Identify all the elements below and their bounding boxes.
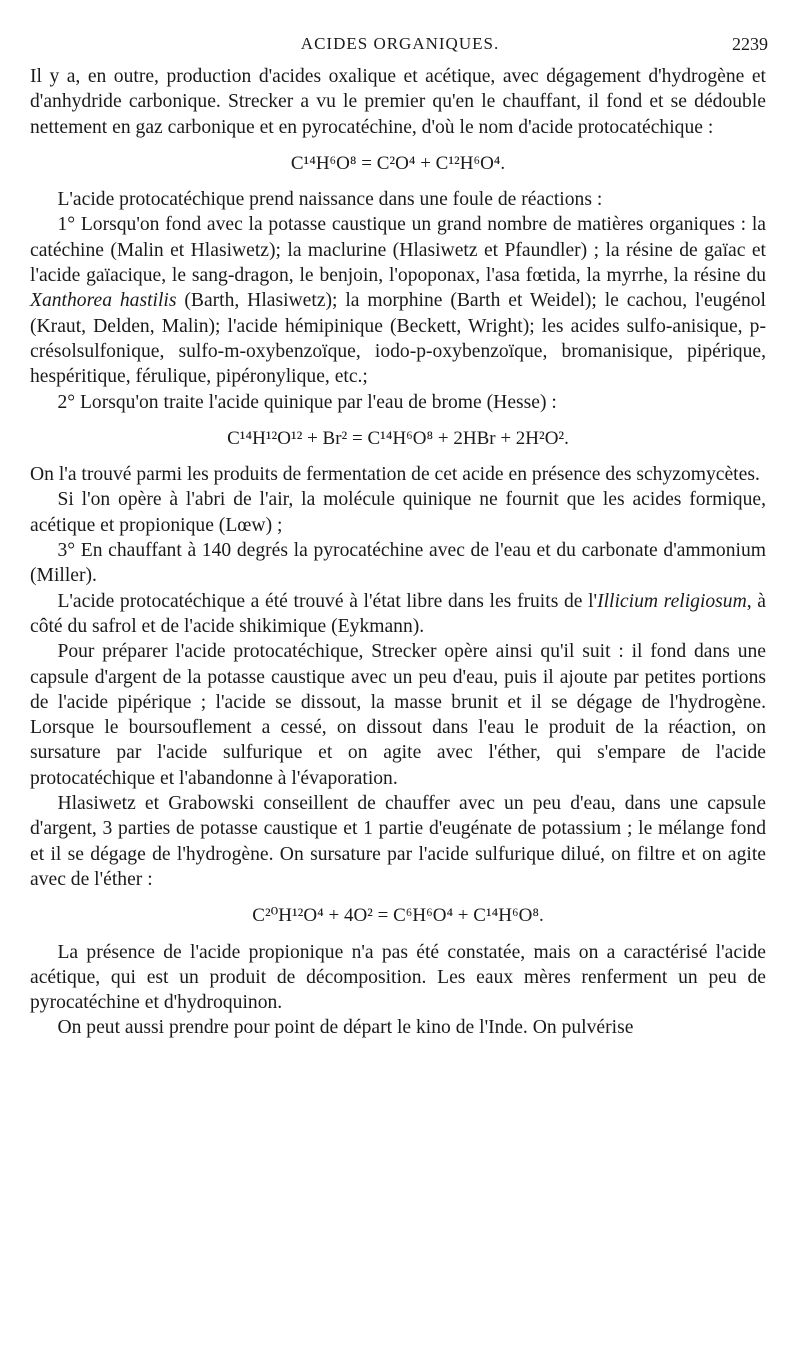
paragraph [30, 940, 766, 1016]
text-run: C¹⁴H¹²O¹² + Br² = C¹⁴H⁶O⁸ + 2HBr + 2H²O². [227, 427, 569, 449]
text-run: L'acide protocatéchique a été trouvé à l'état libre dans les fruits de l' [57, 590, 598, 612]
text-run: 1° Lorsqu'on fond avec la potasse caustique un grand nombre de matières organiques : la catéchine (Malin et Hlasiwetz); la maclurine (Hlasiwetz et Pfaundler) ; la résine de gaïac et l'acide gaïacique, le sang-dragon, le benjoin, l'opoponax, l'asa fœtida, la myrrhe, la résine du [30, 214, 766, 287]
text-run: 3° En chauffant à 140 degrés la pyrocatéchine avec de l'eau et du carbonate d'ammonium (Miller). [30, 540, 766, 587]
paragraph [30, 64, 766, 140]
italic-term: Xanthorea hastilis [30, 290, 177, 312]
text-run: On l'a trouvé parmi les produits de fermentation de cet acide en présence des schyzomycètes. [30, 464, 760, 486]
paragraph [30, 462, 766, 487]
text-run: La présence de l'acide propionique n'a pas été constatée, mais on a caractérisé l'acide acétique, qui est un produit de décomposition. Les eaux mères renferment un peu de pyrocatéchine et d'hydroquinon. [30, 941, 766, 1014]
paragraph [30, 639, 766, 791]
italic-term: Illicium religiosum [597, 590, 747, 612]
text-run: Si l'on opère à l'abri de l'air, la molécule quinique ne fournit que les acides formique, acétique et propionique (Lœw) ; [30, 489, 766, 536]
text-run: Il y a, en outre, production d'acides oxalique et acétique, avec dégagement d'hydrogène et d'anhydride carbonique. Strecker a vu le premier qu'en le chauffant, il fond et se dédouble nettement en gaz carbonique et en pyrocatéchine, d'où le nom d'acide protocatéchique : [30, 66, 766, 138]
text-run: Pour préparer l'acide protocatéchique, Strecker opère ainsi qu'il suit : il fond dans une capsule d'argent de la potasse caustique avec un peu d'eau, puis il ajoute par petites portions de l'acide pipérique ; l'acide se dissout, la masse brunit et il se dégage de l'hydrogène. Lorsque le boursouflement a cessé, on dissout dans l'eau le produit de la réaction, on sursature par l'acide sulfurique et on agite avec l'éther, qui s'empare de l'acide protocatéchique et l'abandonne à l'évaporation. [30, 641, 766, 789]
paragraph [30, 212, 766, 389]
text-run: (Barth, Hlasiwetz); la morphine (Barth et Weidel); le cachou, l'eugénol (Kraut, Delden, Malin); l'acide hémipinique (Beckett, Wright); les acides sulfo-anisique, p-crésolsulfonique, sulfo-m-oxybenzoïque, iodo-p-oxybenzoïque, bromanisique, pipérique, hespéritique, férulique, pipéronylique, etc.; [30, 290, 766, 388]
paragraph [30, 1015, 766, 1040]
text-run: C¹⁴H⁶O⁸ = C²O⁴ + C¹²H⁶O⁴. [290, 152, 506, 174]
page-number: 2239 [732, 34, 768, 54]
paragraph [30, 487, 766, 538]
text-run: On peut aussi prendre pour point de départ le kino de l'Inde. On pulvérise [57, 1017, 634, 1039]
paragraph [30, 390, 766, 415]
paragraph [30, 187, 766, 212]
paragraph [30, 589, 766, 640]
chemical-equation [30, 903, 766, 928]
text-run: , à côté du safrol et de l'acide shikimique (Eykmann). [30, 590, 767, 637]
text-run: Hlasiwetz et Grabowski conseillent de chauffer avec un peu d'eau, dans une capsule d'argent, 3 parties de potasse caustique et 1 partie d'eugénate de potassium ; le mélange fond et il se dégage de l'hydrogène. On sursature par l'acide sulfurique dilué, on filtre et on agite avec de l'éther : [30, 793, 766, 890]
text-run: 2° Lorsqu'on traite l'acide quinique par l'eau de brome (Hesse) : [57, 391, 557, 413]
text-run: L'acide protocatéchique prend naissance dans une foule de réactions : [57, 189, 603, 211]
paragraph [30, 791, 766, 892]
running-title: ACIDES ORGANIQUES. [300, 34, 500, 53]
running-head [0, 28, 800, 58]
text-run: C²⁰H¹²O⁴ + 4O² = C⁶H⁶O⁴ + C¹⁴H⁶O⁸. [252, 905, 544, 927]
chemical-equation [30, 151, 766, 176]
body-text [30, 64, 766, 1041]
paragraph [30, 538, 766, 589]
chemical-equation [30, 426, 766, 451]
